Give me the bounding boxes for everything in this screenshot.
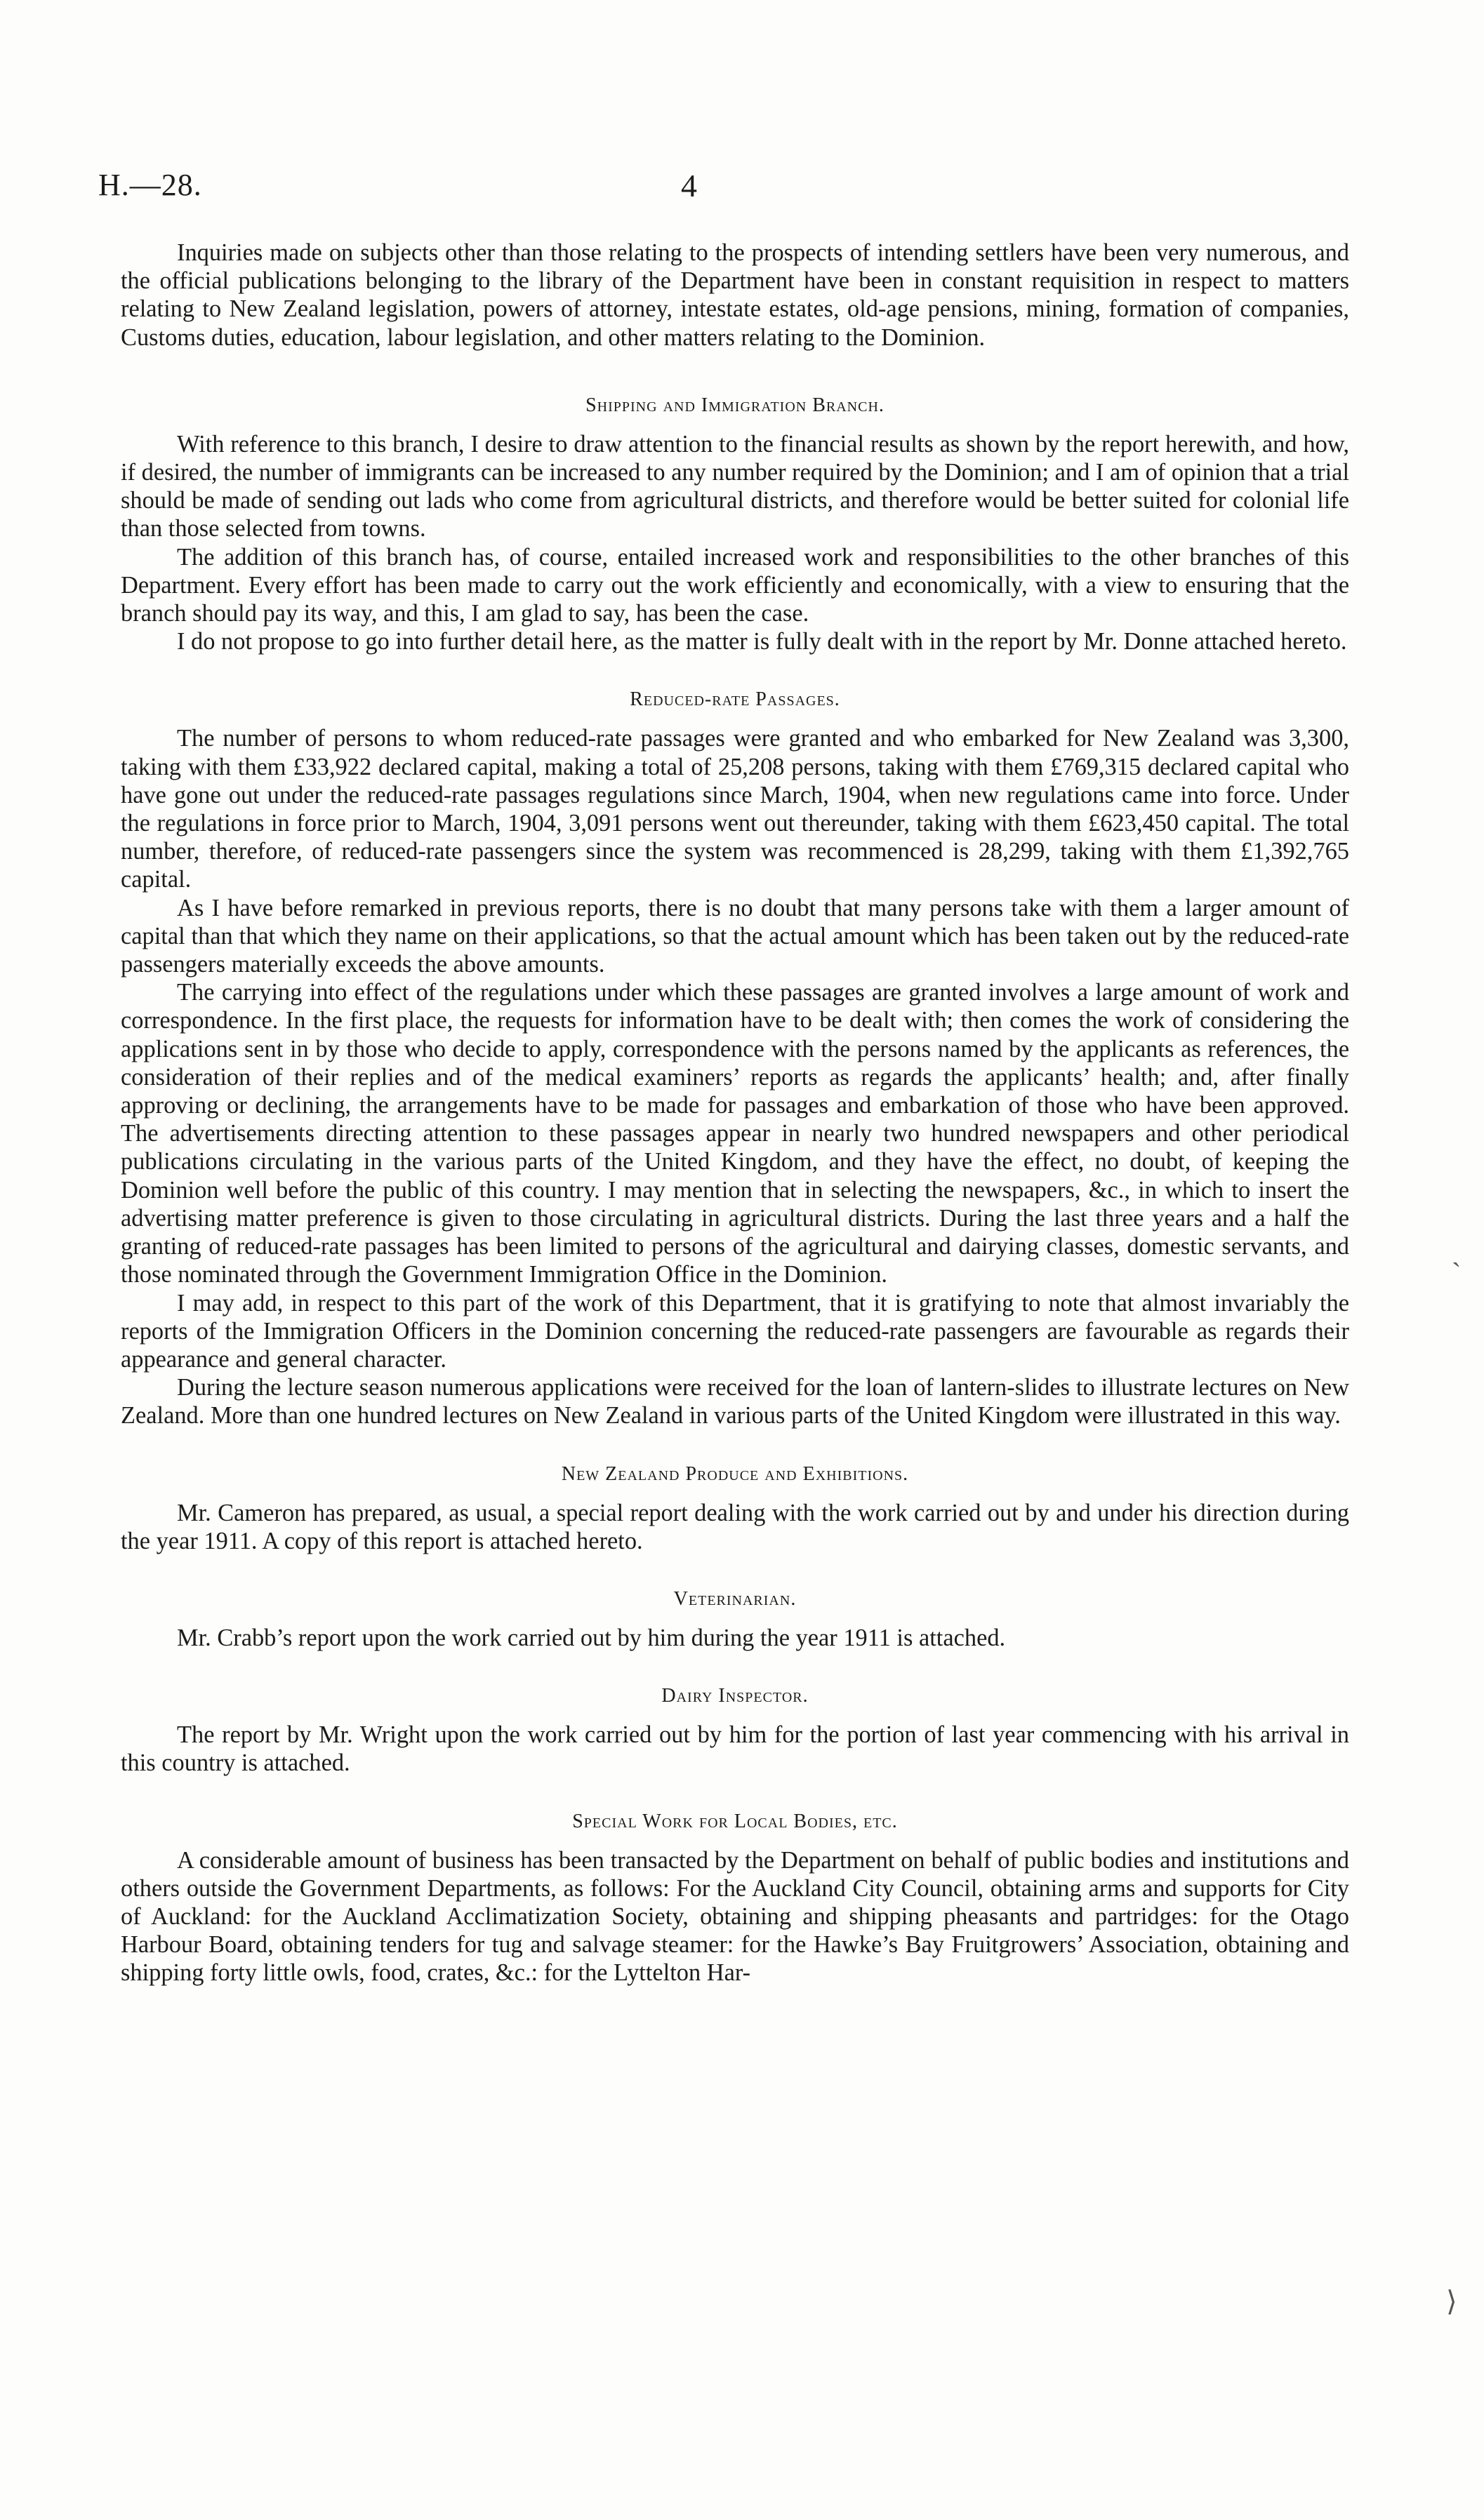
intro-paragraph: Inquiries made on subjects other than those relating to the prospects of intending settlers have been very numerous, and the official publications belonging to the library of the Department have been in constant requisition in respect to matters relating to New Zealand legislation, powers of attorney, intestate estates, old-age pensions, mining, formation of companies, Customs duties, education, labour legislation, and other matters relating to the Dominion. [121, 239, 1349, 351]
paragraph: I may add, in respect to this part of the work of this Department, that it is gratifying to note that almost invariably the reports of the Immigration Officers in the Dominion concerning the reduced-rate passengers are favourable as regards their appearance and general character. [121, 1289, 1349, 1373]
paragraph: I do not propose to go into further detail here, as the matter is fully dealt with in the report by Mr. Donne attached hereto. [177, 628, 1347, 655]
section-heading-veterinarian: Veterinarian. [673, 1587, 797, 1610]
paragraph: The addition of this branch has, of course, entailed increased work and responsibilities to the other branches of this Department. Every effort has been made to carry out the work efficiently and economically, with a view to ensuring that the branch should pay its way, and this, I am glad to say, has been the case. [121, 543, 1349, 627]
paragraph: The carrying into effect of the regulations under which these passages are granted involves a large amount of work and correspondence. In the first place, the requests for information have to be dealt with; then comes the work of considering the applications sent in by those who decide to apply, correspondence with the persons named by the applicants as references, the consideration of their replies and of the medical examiners’ reports as regards the applicants’ health; and, after finally approving or declining, the arrangements have to be made for passages and embarkation of those who have been approved. The advertisements directing attention to these passages appear in nearly two hundred newspapers and other periodical publications circulating in the various parts of the United Kingdom, and they have the effect, no doubt, of keeping the Dominion well before the public of this country. I may mention that in selecting the newspapers, &c., in which to insert the advertising matter preference is given to those circulating in agricultural districts. During the last three years and a half the granting of reduced-rate passages has been limited to persons of the agricultural and dairying classes, domestic servants, and those nominated through the Government Immigration Office in the Dominion. [121, 979, 1349, 1288]
section-heading-shipping: Shipping and Immigration Branch. [585, 394, 885, 416]
paragraph: During the lecture season numerous applications were received for the loan of lantern-slides to illustrate lectures on New Zealand. More than one hundred lectures on New Zealand in various parts of the United Kingdom were illustrated in this way. [121, 1374, 1349, 1429]
paragraph: As I have before remarked in previous reports, there is no doubt that many persons take with them a larger amount of capital than that which they name on their applications, so that the actual amount which has been taken out by the reduced-rate passengers materially exceeds the above amounts. [121, 894, 1349, 978]
body-text [121, 239, 1349, 1987]
paragraph: With reference to this branch, I desire to draw attention to the financial results as shown by the report herewith, and how, if desired, the number of immigrants can be increased to any number required by the Dominion; and I am of opinion that a trial should be made of sending out lads who come from agricultural districts, and therefore would be better suited for colonial life than those selected from towns. [121, 430, 1349, 542]
margin-mark: ˴ [1452, 1244, 1462, 1276]
paragraph: The report by Mr. Wright upon the work carried out by him for the portion of last year commencing with his arrival in this country is attached. [121, 1721, 1349, 1777]
page-number: 4 [681, 168, 697, 204]
section-heading-produce: New Zealand Produce and Exhibitions. [561, 1462, 909, 1485]
paragraph: A considerable amount of business has been transacted by the Department on behalf of public bodies and institutions and others outside the Government Departments, as follows: For the Auckland City Council, obtaining arms and supports for City of Auckland: for the Auckland Acclimatization Society, obtaining and shipping pheasants and partridges: for the Otago Harbour Board, obtaining tenders for tug and salvage steamer: for the Hawke’s Bay Fruitgrowers’ Association, obtaining and shipping forty little owls, food, crates, &c.: for the Lyttelton Har- [121, 1846, 1349, 1987]
paragraph: Mr. Crabb’s report upon the work carried out by him during the year 1911 is attached. [177, 1624, 1006, 1651]
margin-mark: ⟩ [1446, 2286, 1457, 2317]
paragraph: The number of persons to whom reduced-rate passages were granted and who embarked for New Zealand was 3,300, taking with them £33,922 declared capital, making a total of 25,208 persons, taking with them £769,315 declared capital who have gone out under the reduced-rate passages regulations since March, 1904, when new regulations came into force. Under the regulations in force prior to March, 1904, 3,091 persons went out thereunder, taking with them £623,450 capital. The total number, therefore, of reduced-rate passengers since the system was recommenced is 28,299, taking with them £1,392,765 capital. [121, 725, 1349, 893]
section-heading-reduced-rate: Reduced-rate Passages. [630, 688, 840, 711]
section-heading-local-bodies: Special Work for Local Bodies, etc. [572, 1810, 898, 1832]
section-heading-dairy: Dairy Inspector. [661, 1685, 809, 1707]
running-head [98, 167, 1362, 216]
document-reference: H.—28. [98, 168, 202, 202]
paragraph: Mr. Cameron has prepared, as usual, a special report dealing with the work carried out by and under his direction during the year 1911. A copy of this report is attached hereto. [121, 1499, 1349, 1554]
